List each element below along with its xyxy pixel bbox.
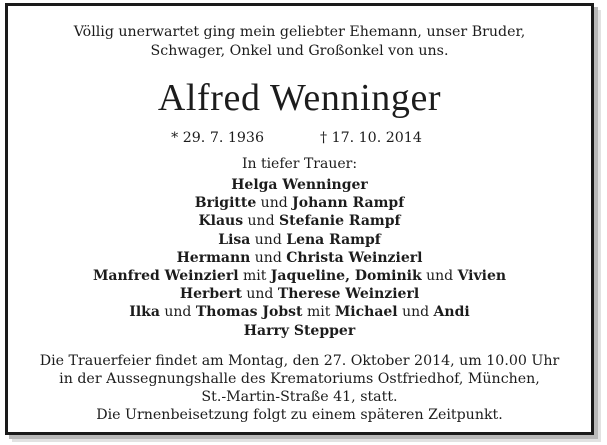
mourner-name: Ilka [129,304,160,321]
deceased-name: Alfred Wenninger [157,77,442,119]
death-date: † 17. 10. 2014 [319,130,422,146]
mourner-line [8,303,591,321]
mourner-name: Thomas Jobst [195,304,303,321]
mourning-label: In tiefer Trauer: [241,156,358,172]
mourner-name: Stefanie Rampf [279,213,401,230]
connector-text: und [250,249,287,266]
mourner-name: Michael [334,304,398,321]
mourner-name: Brigitte [194,195,257,212]
mourner-line [8,285,591,303]
connector-text: mit [238,268,271,284]
mourner-name: Helga Wenninger [231,177,368,193]
connector-text: und [256,195,293,212]
mourner-line [8,322,591,340]
connector-text: und [397,304,434,321]
service-line-4: Die Urnenbeisetzung folgt zu einem späteren Zeitpunkt. [96,407,503,423]
mourner-line [8,231,591,249]
mourner-name: Herbert [179,286,242,303]
intro-line-2: Schwager, Onkel und Großonkel von uns. [150,43,449,59]
service-line-2: in der Aussegnungshalle des Krematoriums Ostfriedhof, München, [59,371,540,387]
mourner-line [8,267,591,285]
connector-text: und [241,286,278,303]
mourner-name: Jaqueline, Dominik [270,268,422,284]
intro-line-1: Völlig unerwartet ging mein geliebter Ehemann, unser Bruder, [73,24,526,40]
mourner-name: Harry Stepper [243,322,356,339]
service-line-1: Die Trauerfeier findet am Montag, den 27. Oktober 2014, um 10.00 Uhr [39,353,560,369]
connector-text: und [243,213,279,230]
life-dates [8,129,591,148]
mourner-line [8,212,591,230]
mourner-name: Johann Rampf [292,195,405,212]
mourner-name: Klaus [198,213,244,230]
service-line-3: St.-Martin-Straße 41, statt. [201,389,398,405]
connector-text: und [159,304,196,321]
mourner-name: Christa Weinzierl [286,249,423,266]
connector-text: und [250,231,287,248]
mourner-name: Hermann [176,249,251,266]
mourner-line [8,176,591,194]
birth-date: * 29. 7. 1936 [171,130,264,146]
mourner-name: Andi [433,304,470,321]
mourner-line [8,194,591,212]
mourner-name: Lisa [218,231,251,248]
obituary-frame [5,3,594,435]
mourner-name: Vivien [457,268,507,284]
mourner-name: Manfred Weinzierl [92,268,239,284]
mourner-name: Therese Weinzierl [277,286,420,303]
connector-text: und [421,268,458,284]
mourner-line [8,249,591,267]
connector-text: mit [302,304,335,321]
mourner-name: Lena Rampf [286,231,381,248]
